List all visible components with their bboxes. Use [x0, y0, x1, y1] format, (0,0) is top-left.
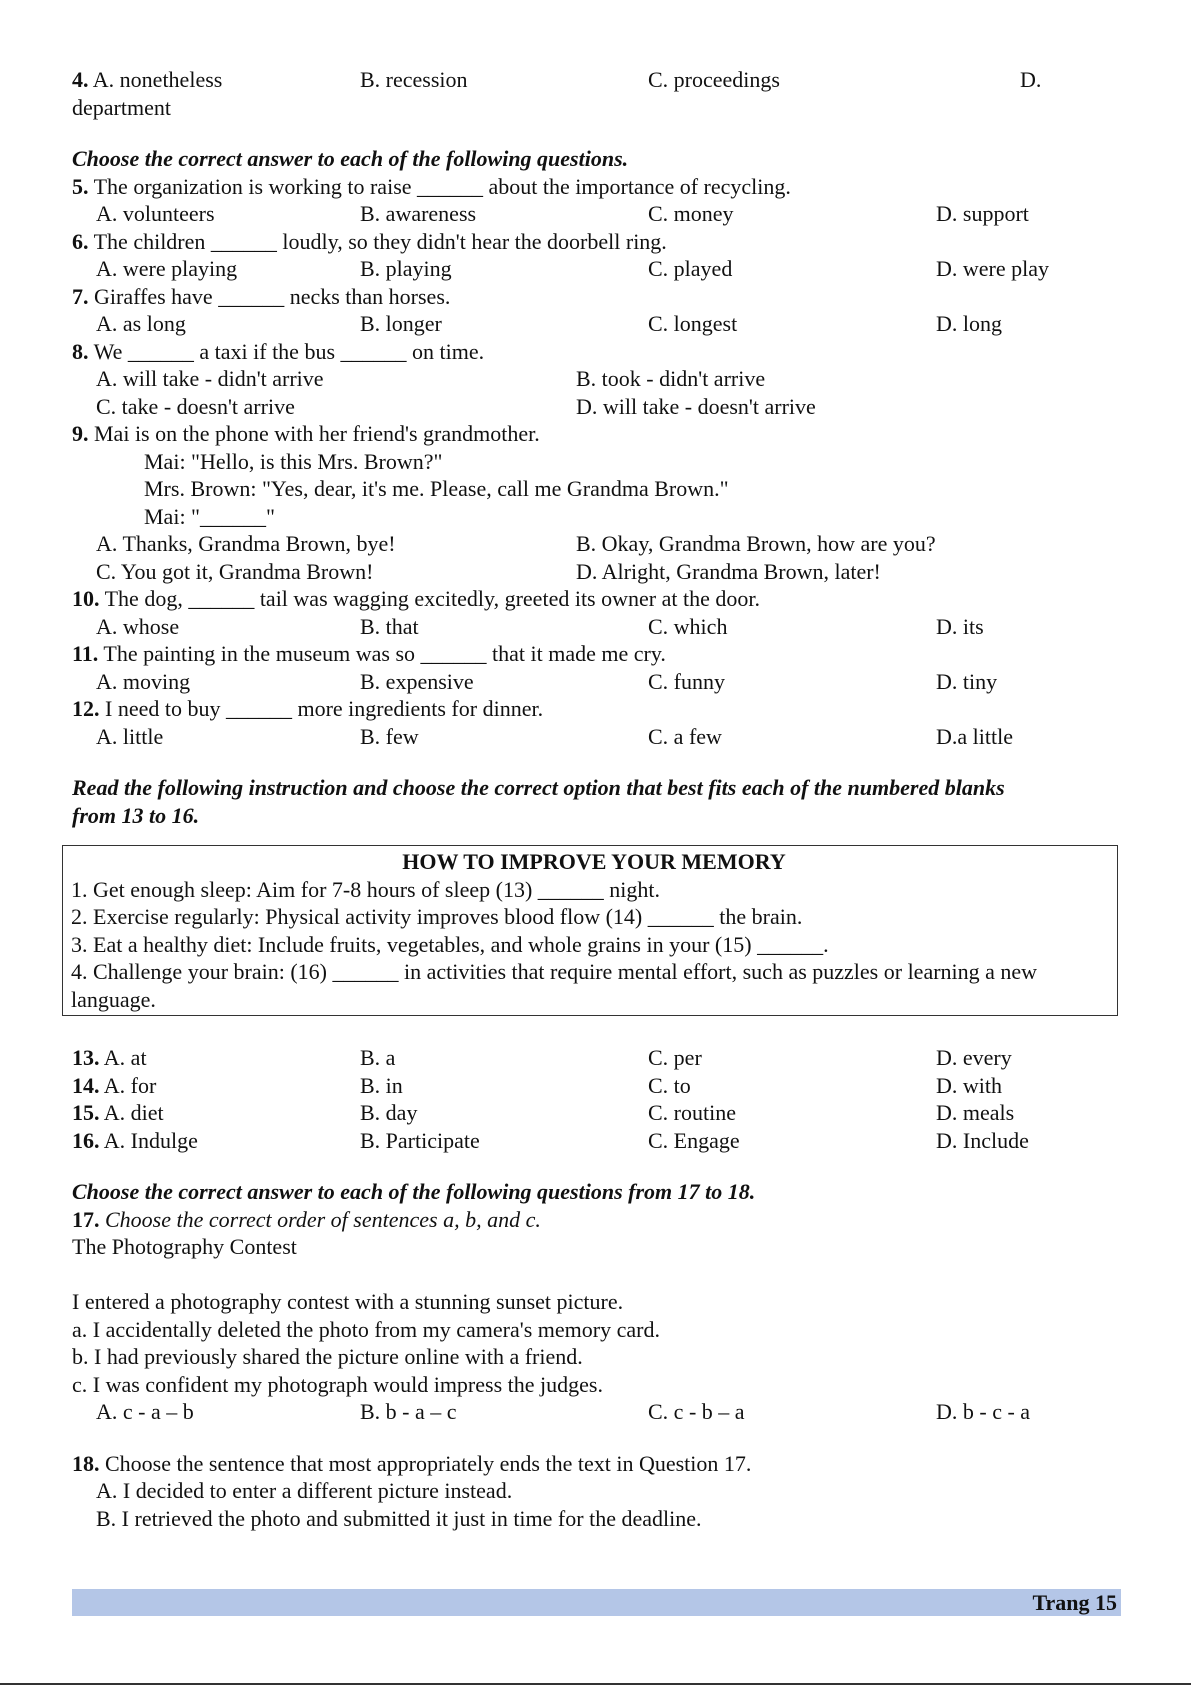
question-17	[72, 1206, 1132, 1234]
q14-option-b[interactable]: B. in	[360, 1072, 403, 1098]
q17-passage-title: The Photography Contest	[72, 1234, 297, 1259]
q11-option-c[interactable]: C. funny	[648, 668, 725, 694]
q17-sentence-b: b. I had previously shared the picture online with a friend.	[72, 1344, 583, 1369]
q8-option-c[interactable]: C. take - doesn't arrive	[96, 393, 295, 419]
q10-options	[72, 613, 1132, 641]
q16-option-b[interactable]: B. Participate	[360, 1127, 480, 1153]
q17-option-d[interactable]: D. b - c - a	[936, 1399, 1031, 1424]
q14-option-a[interactable]	[72, 1072, 156, 1100]
question-7	[72, 283, 1132, 311]
q5-option-d[interactable]: D. support	[936, 201, 1029, 226]
q13-option-d[interactable]: D. every	[936, 1045, 1012, 1070]
q9-text: Mai is on the phone with her friend's grandmother.	[94, 421, 540, 446]
q17-sentence-a: a. I accidentally deleted the photo from my camera's memory card.	[72, 1316, 660, 1342]
q5-text: The organization is working to raise ______ about the importance of recycling.	[93, 173, 791, 199]
q9-option-b[interactable]: B. Okay, Grandma Brown, how are you?	[576, 531, 936, 556]
q8-option-b[interactable]: B. took - didn't arrive	[576, 366, 766, 391]
q11-option-d[interactable]: D. tiny	[936, 668, 998, 694]
q17-intro: I entered a photography contest with a stunning sunset picture.	[72, 1289, 624, 1314]
q12-number: 12.	[72, 696, 100, 721]
q4-number: 4.	[72, 67, 89, 92]
q9-option-d[interactable]: D. Alright, Grandma Brown, later!	[576, 558, 881, 584]
q17-option-c[interactable]: C. c - b – a	[648, 1399, 745, 1424]
q13-option-b[interactable]: B. a	[360, 1045, 396, 1070]
q17-option-b[interactable]: B. b - a – c	[360, 1399, 457, 1424]
q8-option-a[interactable]: A. will take - didn't arrive	[96, 366, 324, 391]
box-title: HOW TO IMPROVE YOUR MEMORY	[402, 849, 786, 874]
q17-option-a[interactable]: A. c - a – b	[96, 1399, 194, 1424]
question-6	[72, 228, 1132, 256]
q14-a-text: A. for	[103, 1072, 157, 1098]
box-line-3: 3. Eat a healthy diet: Include fruits, vegetables, and whole grains in your (15) ______.	[71, 931, 829, 957]
q15-a-text: A. diet	[103, 1100, 164, 1125]
question-8	[72, 338, 1132, 366]
q11-number: 11.	[72, 641, 99, 666]
q10-option-a[interactable]: A. whose	[96, 613, 180, 639]
question-9	[72, 420, 1132, 448]
q9-option-a[interactable]: A. Thanks, Grandma Brown, bye!	[96, 531, 396, 556]
q14-option-c[interactable]: C. to	[648, 1072, 691, 1098]
q9-dialogue-line-3: Mai: "______"	[144, 503, 276, 529]
q12-option-a[interactable]: A. little	[96, 723, 164, 749]
q15-option-a[interactable]	[72, 1099, 164, 1127]
q6-option-a[interactable]: A. were playing	[96, 256, 238, 281]
q12-option-c[interactable]: C. a few	[648, 723, 722, 749]
q11-option-a[interactable]: A. moving	[96, 668, 191, 694]
q12-option-d[interactable]: D.a little	[936, 723, 1013, 749]
q17-number: 17.	[72, 1206, 100, 1232]
question-14-options	[72, 1072, 1132, 1100]
q6-options	[72, 255, 1132, 283]
q15-option-d[interactable]: D. meals	[936, 1100, 1015, 1125]
q16-option-c[interactable]: C. Engage	[648, 1127, 740, 1153]
q6-option-d[interactable]: D. were play	[936, 256, 1050, 281]
q15-option-b[interactable]: B. day	[360, 1100, 418, 1125]
footer-bar	[72, 1589, 1121, 1616]
question-15-options	[72, 1099, 1132, 1127]
q11-option-b[interactable]: B. expensive	[360, 668, 474, 694]
q14-option-d[interactable]: D. with	[936, 1072, 1002, 1098]
q5-option-b[interactable]: B. awareness	[360, 201, 477, 226]
q16-a-text: A. Indulge	[103, 1127, 198, 1153]
q15-option-c[interactable]: C. routine	[648, 1100, 736, 1125]
q7-option-b[interactable]: B. longer	[360, 311, 442, 336]
section-1-heading: Choose the correct answer to each of the following questions.	[72, 146, 629, 171]
exam-page	[72, 66, 1132, 1532]
q8-options-row1	[72, 365, 1132, 393]
q13-option-c[interactable]: C. per	[648, 1045, 702, 1070]
q17-text: Choose the correct order of sentences a, b, and c.	[105, 1206, 541, 1232]
q6-option-b[interactable]: B. playing	[360, 256, 452, 281]
q14-number: 14.	[72, 1072, 100, 1098]
question-12	[72, 695, 1132, 723]
q9-dialogue-line-2: Mrs. Brown: "Yes, dear, it's me. Please, call me Grandma Brown."	[144, 476, 729, 501]
q9-dialogue-line-1: Mai: "Hello, is this Mrs. Brown?"	[144, 448, 443, 474]
q10-text: The dog, ______ tail was wagging excitedly, greeted its owner at the door.	[104, 586, 760, 611]
question-4-options	[72, 66, 1132, 94]
q11-options	[72, 668, 1132, 696]
q8-number: 8.	[72, 338, 89, 364]
question-11	[72, 640, 1132, 668]
q10-option-d[interactable]: D. its	[936, 613, 984, 639]
q6-number: 6.	[72, 228, 89, 254]
q18-text: Choose the sentence that most appropriately ends the text in Question 17.	[105, 1450, 752, 1476]
q12-options	[72, 723, 1132, 751]
q9-option-c[interactable]: C. You got it, Grandma Brown!	[96, 558, 374, 584]
q9-options-row2	[72, 558, 1132, 586]
q11-text: The painting in the museum was so ______ that it made me cry.	[103, 641, 666, 666]
q18-option-b[interactable]: B. I retrieved the photo and submitted it just in time for the deadline.	[96, 1505, 702, 1531]
box-line-4: 4. Challenge your brain: (16) ______ in activities that require mental effort, such as puzzles or learning a new language.	[71, 959, 1038, 1012]
q10-option-b[interactable]: B. that	[360, 613, 419, 639]
q7-option-d[interactable]: D. long	[936, 311, 1002, 336]
q17-options	[72, 1398, 1132, 1426]
q6-text: The children ______ loudly, so they didn't hear the doorbell ring.	[93, 228, 667, 254]
q4-option-d[interactable]: D.	[1020, 67, 1042, 92]
q13-number: 13.	[72, 1045, 100, 1070]
q4-option-c[interactable]: C. proceedings	[648, 67, 780, 92]
q16-option-a[interactable]	[72, 1127, 198, 1155]
q8-option-d[interactable]: D. will take - doesn't arrive	[576, 393, 816, 419]
q4-option-a[interactable]	[72, 66, 222, 94]
q13-option-a[interactable]	[72, 1044, 147, 1072]
q5-option-c[interactable]: C. money	[648, 201, 734, 226]
q5-number: 5.	[72, 173, 89, 199]
q9-options-row1	[72, 530, 1132, 558]
q7-number: 7.	[72, 283, 89, 309]
q18-number: 18.	[72, 1450, 100, 1476]
q7-option-c[interactable]: C. longest	[648, 311, 738, 336]
q16-option-d[interactable]: D. Include	[936, 1127, 1029, 1153]
box-line-2: 2. Exercise regularly: Physical activity improves blood flow (14) ______ the brain.	[71, 904, 803, 929]
section-3-heading: Choose the correct answer to each of the following questions from 17 to 18.	[72, 1179, 756, 1204]
q4-a-text: A. nonetheless	[92, 67, 223, 92]
question-16-options	[72, 1127, 1132, 1155]
question-13-options	[72, 1044, 1132, 1072]
question-10	[72, 585, 1132, 613]
q5-options	[72, 200, 1132, 228]
q12-text: I need to buy ______ more ingredients for dinner.	[105, 696, 544, 721]
q12-option-b[interactable]: B. few	[360, 723, 419, 749]
q10-number: 10.	[72, 586, 100, 611]
box-line-1: 1. Get enough sleep: Aim for 7-8 hours of sleep (13) ______ night.	[71, 876, 661, 902]
q7-options	[72, 310, 1132, 338]
q7-option-a[interactable]: A. as long	[96, 311, 186, 336]
page-number: Trang 15	[1032, 1590, 1117, 1615]
q10-option-c[interactable]: C. which	[648, 613, 728, 639]
q18-option-a[interactable]: A. I decided to enter a different picture instead.	[96, 1478, 513, 1503]
q4-option-d-continued[interactable]: department	[72, 94, 171, 120]
q8-text: We ______ a taxi if the bus ______ on time.	[93, 338, 485, 364]
q15-number: 15.	[72, 1100, 100, 1125]
q6-option-c[interactable]: C. played	[648, 256, 733, 281]
q16-number: 16.	[72, 1127, 100, 1153]
q9-number: 9.	[72, 421, 89, 446]
q7-text: Giraffes have ______ necks than horses.	[94, 283, 451, 309]
section-2-heading-line-2: from 13 to 16.	[72, 802, 200, 828]
q5-option-a[interactable]: A. volunteers	[96, 201, 215, 226]
question-18	[72, 1450, 1132, 1478]
q17-sentence-c: c. I was confident my photograph would impress the judges.	[72, 1371, 603, 1397]
section-2-heading-line-1: Read the following instruction and choose the correct option that best fits each of the numbered blanks	[72, 775, 1005, 800]
q13-a-text: A. at	[103, 1045, 147, 1070]
q4-option-b[interactable]: B. recession	[360, 67, 468, 92]
question-5	[72, 173, 1132, 201]
memory-tips-box	[62, 845, 1118, 1016]
q8-options-row2	[72, 393, 1132, 421]
